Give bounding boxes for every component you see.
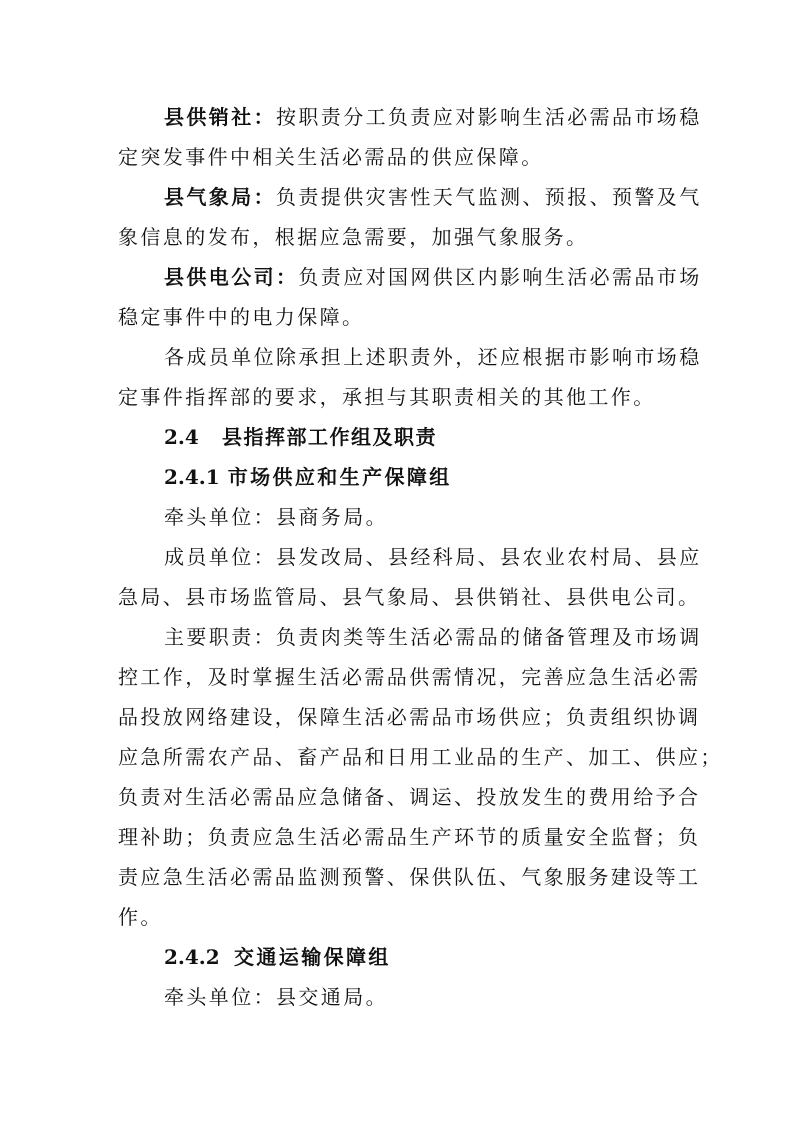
section-heading-2-4-1 [118,457,678,497]
paragraph-text: 按职责分工负责应对影响生活必需品市场稳 [276,105,702,129]
duties-line-1: 主要职责：负责肉类等生活必需品的储备管理及市场调 [164,625,702,649]
lead-unit-2-4-1: 牵头单位：县商务局。 [164,505,388,529]
duties-line-6: 理补助；负责应急生活必需品生产环节的质量安全监督；负 [118,825,701,849]
section-title: 交通运输保障组 [234,945,391,969]
paragraph-meteorology-line-1 [118,177,702,217]
section-title: 县指挥部工作组及职责 [222,425,437,449]
duties-line-2: 控工作，及时掌握生活必需品供需情况，完善应急生活必需 [118,665,701,689]
section-heading-2-4-2 [118,937,678,977]
paragraph-supply-coop-line-2: 定突发事件中相关生活必需品的供应保障。 [118,145,544,169]
section-number: 2.4.1 [164,465,220,489]
duties-line-4: 应急所需农产品、畜产品和日用工业品的生产、加工、供应； [118,745,723,769]
paragraph-text: 负责应对国网供区内影响生活必需品市场 [298,265,702,289]
duties-line-7: 责应急生活必需品监测预警、保供队伍、气象服务建设等工 [118,865,701,889]
document-page [118,97,723,1017]
paragraph-lead: 县供销社： [164,105,276,129]
paragraph-lead: 县气象局： [164,185,276,209]
lead-unit-2-4-2: 牵头单位：县交通局。 [164,985,388,1009]
paragraph-power-company-line-1 [118,257,702,297]
member-units-line-1: 成员单位：县发改局、县经科局、县农业农村局、县应 [164,545,702,569]
paragraph-meteorology-line-2: 象信息的发布，根据应急需要，加强气象服务。 [118,225,589,249]
section-title: 市场供应和生产保障组 [227,465,452,489]
paragraph-text: 负责提供灾害性天气监测、预报、预警及气 [276,185,702,209]
paragraph-members-line-2: 定事件指挥部的要求，承担与其职责相关的其他工作。 [118,385,656,409]
member-units-line-2: 急局、县市场监管局、县气象局、县供销社、县供电公司。 [118,585,701,609]
section-number: 2.4 [164,425,199,449]
paragraph-lead: 县供电公司： [164,265,299,289]
duties-line-8: 作。 [118,905,163,929]
paragraph-supply-coop-line-1 [118,97,702,137]
section-number: 2.4.2 [164,945,220,969]
paragraph-power-company-line-2: 稳定事件中的电力保障。 [118,305,365,329]
duties-line-5: 负责对生活必需品应急储备、调运、投放发生的费用给予合 [118,785,701,809]
duties-line-3: 品投放网络建设，保障生活必需品市场供应；负责组织协调 [118,705,701,729]
paragraph-members-line-1: 各成员单位除承担上述职责外，还应根据市影响市场稳 [164,345,702,369]
section-heading-2-4 [118,417,678,457]
